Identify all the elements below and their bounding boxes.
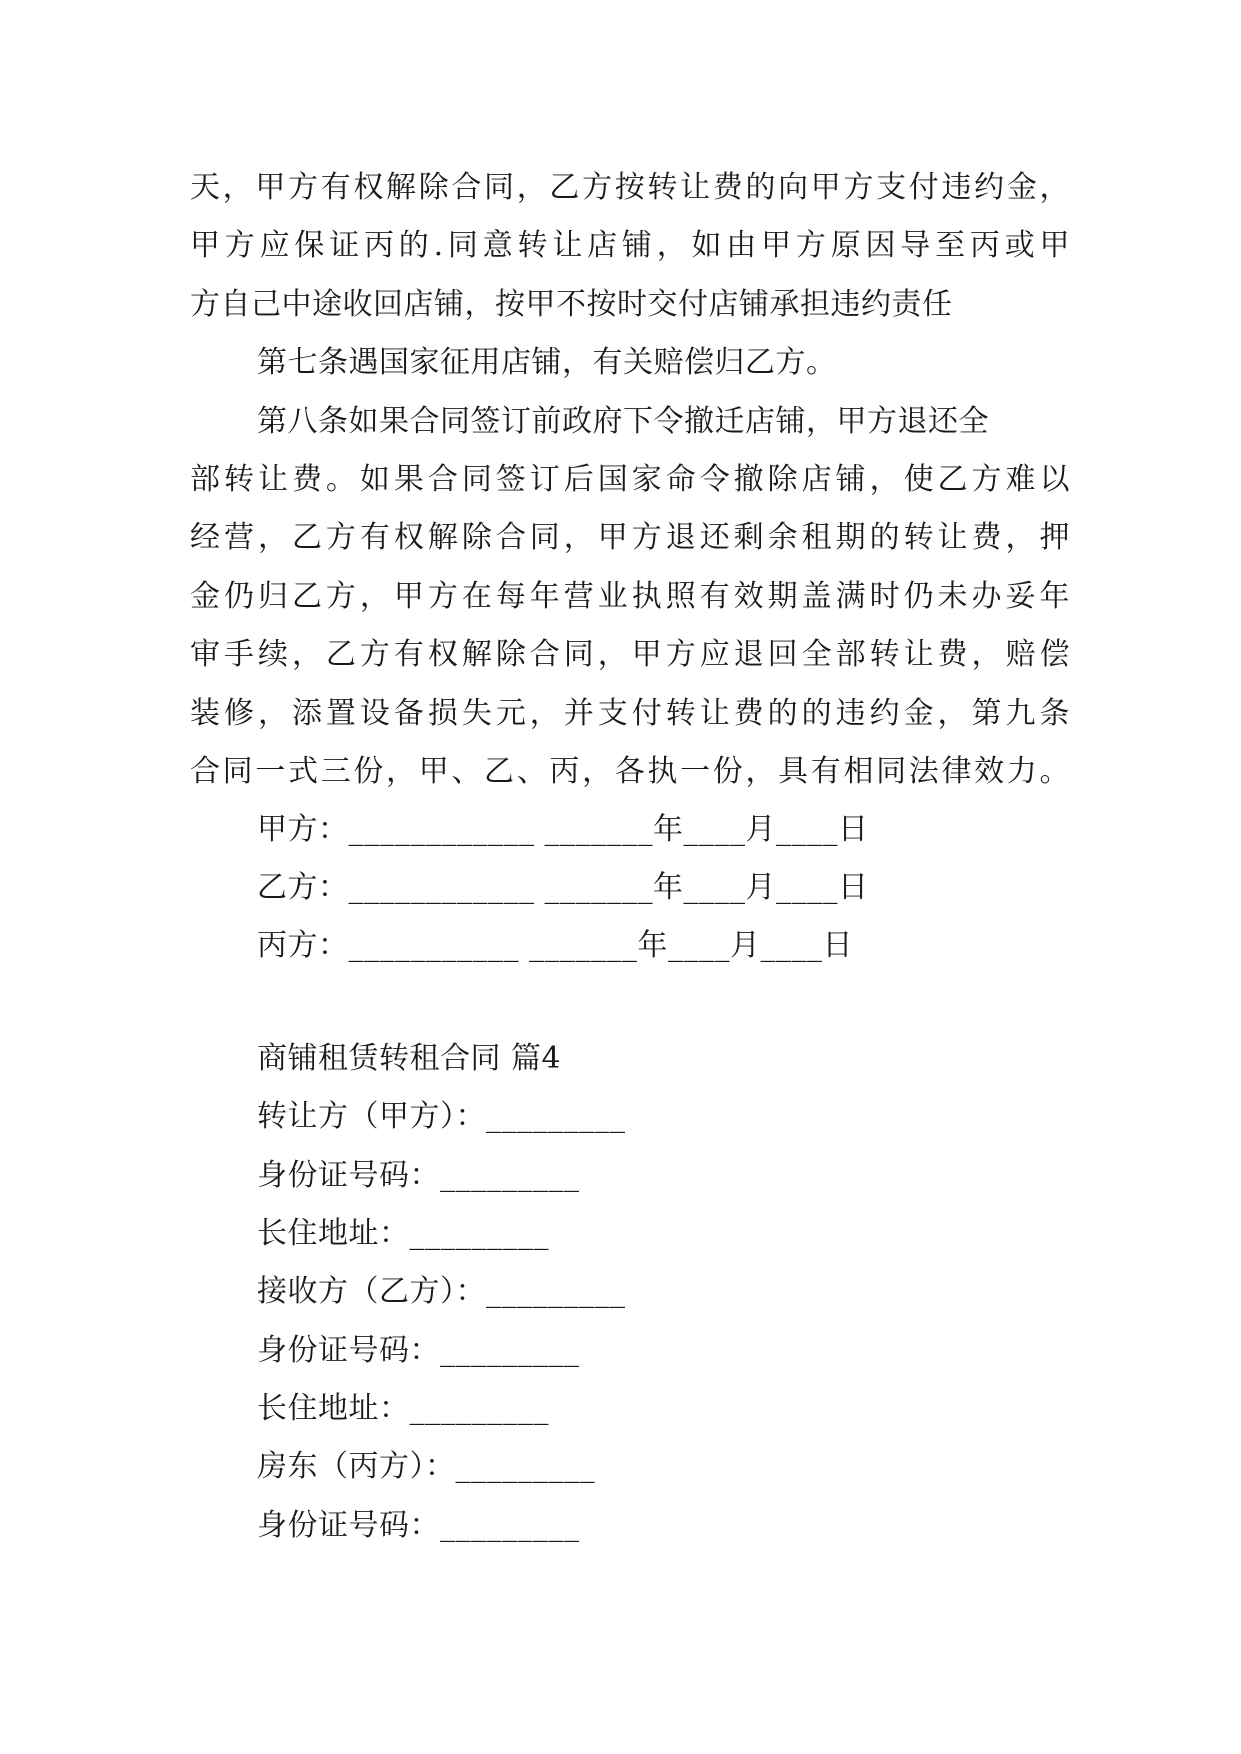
field-landlord: 房东（丙方）：_________ <box>257 1449 595 1484</box>
article-8-line: 装修，添置设备损失元，并支付转让费的的违约金，第九条 <box>190 696 1070 731</box>
section-title: 商铺租赁转租合同 篇4 <box>257 1041 562 1076</box>
article-8-line: 合同一式三份，甲、乙、丙，各执一份，具有相同法律效力。 <box>190 754 1070 789</box>
field-address: 长住地址：_________ <box>257 1391 549 1426</box>
paragraph-line: 甲方应保证丙的.同意转让店铺，如由甲方原因导至丙或甲 <box>190 228 1070 263</box>
field-id-number: 身份证号码：_________ <box>257 1333 580 1368</box>
field-id-number: 身份证号码：_________ <box>257 1508 580 1543</box>
signature-party-c: 丙方：___________ _______年____月____日 <box>257 928 854 963</box>
field-receiver: 接收方（乙方）：_________ <box>257 1274 626 1309</box>
article-7: 第七条遇国家征用店铺，有关赔偿归乙方。 <box>257 345 837 380</box>
article-8-line: 经营，乙方有权解除合同，甲方退还剩余租期的转让费，押 <box>190 520 1070 555</box>
paragraph-line: 方自己中途收回店铺，按甲不按时交付店铺承担违约责任 <box>190 287 953 322</box>
paragraph-line: 天，甲方有权解除合同，乙方按转让费的向甲方支付违约金， <box>190 170 1070 205</box>
field-address: 长住地址：_________ <box>257 1216 549 1251</box>
article-8-line: 金仍归乙方，甲方在每年营业执照有效期盖满时仍未办妥年 <box>190 579 1070 614</box>
field-id-number: 身份证号码：_________ <box>257 1158 580 1193</box>
article-8-line: 第八条如果合同签订前政府下令撤迁店铺，甲方退还全 <box>257 404 989 439</box>
signature-party-a: 甲方：____________ _______年____月____日 <box>257 812 869 847</box>
article-8-line: 部转让费。如果合同签订后国家命令撤除店铺，使乙方难以 <box>190 462 1070 497</box>
field-transferor: 转让方（甲方）：_________ <box>257 1099 626 1134</box>
signature-party-b: 乙方：____________ _______年____月____日 <box>257 870 869 905</box>
article-8-line: 审手续，乙方有权解除合同，甲方应退回全部转让费，赔偿 <box>190 637 1070 672</box>
